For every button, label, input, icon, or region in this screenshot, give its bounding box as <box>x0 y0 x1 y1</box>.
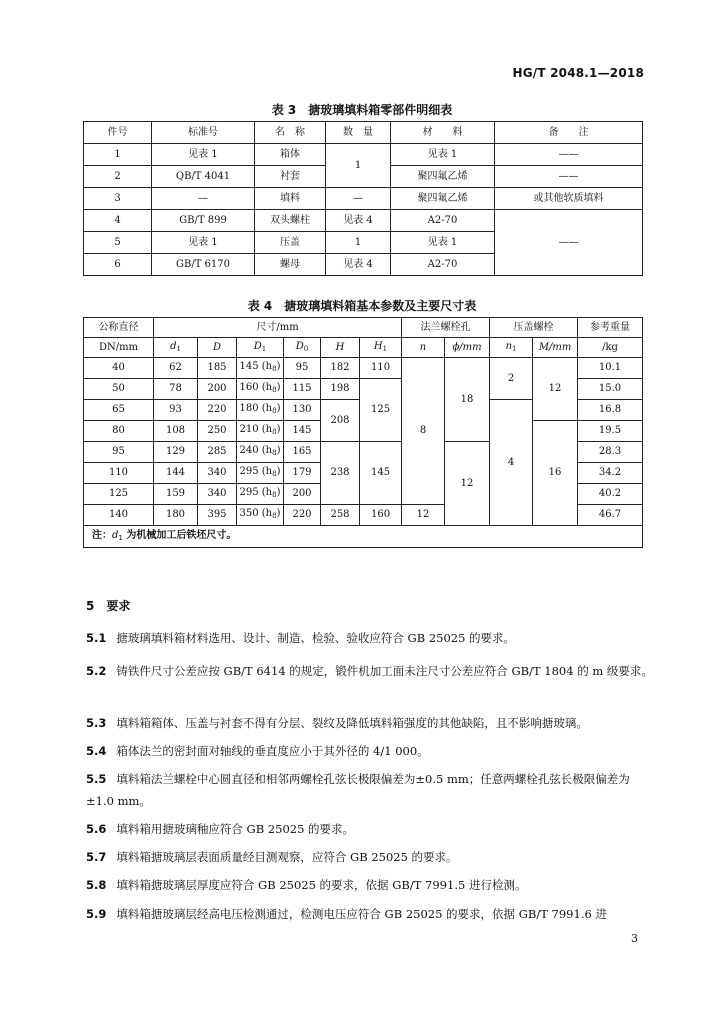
t3-cell: 1 <box>326 144 391 188</box>
tol-sub: 8 <box>272 470 277 478</box>
req-num: 5.9 <box>86 907 107 921</box>
t4-header-flange: 法兰螺栓孔 <box>402 318 490 338</box>
t3-cell: 见表 4 <box>326 210 391 232</box>
t3-cell: 螺母 <box>255 254 326 276</box>
t3-cell: 压盖 <box>255 232 326 254</box>
section-heading <box>86 597 130 614</box>
t4-cell: 238 <box>321 442 360 505</box>
paren: ) <box>276 382 281 393</box>
t3-cell: 见表 1 <box>391 144 495 166</box>
t3-cell: — <box>152 188 255 210</box>
t4-cell: 15.0 <box>578 379 643 400</box>
t3-cell: 1 <box>84 144 152 166</box>
t3-header: 标准号 <box>152 122 255 144</box>
t4-sub-D0 <box>284 338 321 358</box>
t4-cell: 10.1 <box>578 358 643 379</box>
req-num: 5.6 <box>86 822 107 836</box>
t4-cell: 80 <box>84 421 154 442</box>
t4-cell: 159 <box>154 484 198 505</box>
t4-d1-val: 295 (h <box>239 487 273 498</box>
t3-cell: 1 <box>326 232 391 254</box>
t3-cell: 5 <box>84 232 152 254</box>
tol-sub: 8 <box>272 512 277 520</box>
req-text: 填料箱搪玻璃层厚度应符合 GB 25025 的要求，依据 GB/T 7991.5 进行检测。 <box>116 878 527 892</box>
t3-cell: 见表 1 <box>391 232 495 254</box>
table4-caption: 表 4 搪玻璃填料箱基本参数及主要尺寸表 <box>247 299 477 313</box>
t4-header-dn-unit: DN/mm <box>84 338 154 358</box>
req-num: 5.5 <box>86 772 107 786</box>
t4-cell: 200 <box>198 379 237 400</box>
t3-header: 备 注 <box>495 122 643 144</box>
req-5-4 <box>86 740 656 762</box>
section-number: 5 <box>86 599 95 613</box>
t4-cell: 46.7 <box>578 505 643 526</box>
table4 <box>83 317 643 548</box>
t4-d1-val: 350 (h <box>239 508 273 519</box>
t4-sub-D1 <box>237 338 284 358</box>
table3 <box>83 121 643 276</box>
t3-cell: —— <box>495 210 643 276</box>
t4-cell: 165 <box>284 442 321 463</box>
t3-cell: 双头螺柱 <box>255 210 326 232</box>
req-5-3 <box>86 712 656 734</box>
t4-cell: 208 <box>321 400 360 442</box>
t4-cell: 130 <box>284 400 321 421</box>
t4-sub-H <box>321 338 360 358</box>
t4-header-weight-unit: /kg <box>578 338 643 358</box>
t4-cell: 12 <box>445 442 490 526</box>
t3-cell: GB/T 899 <box>152 210 255 232</box>
t4-sub-H1 <box>360 338 402 358</box>
t4-cell: 220 <box>198 400 237 421</box>
t4-cell: 18 <box>445 358 490 442</box>
t3-cell: 箱体 <box>255 144 326 166</box>
t4-cell: 185 <box>198 358 237 379</box>
t4-cell: 12 <box>533 358 578 421</box>
t3-cell: A2-70 <box>391 254 495 276</box>
t3-cell: 6 <box>84 254 152 276</box>
req-5-8 <box>86 874 656 896</box>
note-text: 为机械加工后铁坯尺寸。 <box>122 529 237 541</box>
note-sub: 1 <box>118 533 123 542</box>
t4-d1-val: 180 (h <box>239 403 273 414</box>
t4-cell: 250 <box>198 421 237 442</box>
tol-sub: 8 <box>272 386 277 394</box>
t3-cell: 见表 4 <box>326 254 391 276</box>
t3-cell: 衬套 <box>255 166 326 188</box>
t4-cell: 34.2 <box>578 463 643 484</box>
sym: H <box>373 340 383 352</box>
req-num: 5.7 <box>86 850 107 864</box>
t4-cell: 28.3 <box>578 442 643 463</box>
t4-d1-val: 210 (h <box>239 424 273 435</box>
t4-cell: 65 <box>84 400 154 421</box>
req-text: 填料箱用搪玻璃釉应符合 GB 25025 的要求。 <box>116 822 355 836</box>
paren: ) <box>276 424 281 435</box>
t4-cell <box>237 421 284 442</box>
t3-header: 名 称 <box>255 122 326 144</box>
t4-cell: 145 <box>284 421 321 442</box>
sym: n <box>419 341 427 353</box>
t3-header: 数 量 <box>326 122 391 144</box>
t4-sub-D <box>198 338 237 358</box>
sym-sub: 1 <box>382 344 388 353</box>
section-title: 要求 <box>106 599 131 613</box>
t4-cell: 93 <box>154 400 198 421</box>
req-text: 填料箱箱体、压盖与衬套不得有分层、裂纹及降低填料箱强度的其他缺陷，且不影响搪玻璃。 <box>116 716 588 730</box>
req-5-5 <box>86 768 656 812</box>
req-5-6 <box>86 818 656 840</box>
tol-sub: 8 <box>272 407 277 415</box>
t4-cell: 179 <box>284 463 321 484</box>
t4-cell: 129 <box>154 442 198 463</box>
t4-cell: 110 <box>360 358 402 379</box>
sym: M/mm <box>538 341 572 353</box>
sym-sub: 1 <box>261 344 267 353</box>
note-symbol: d <box>112 529 119 541</box>
t4-sub-n <box>402 338 445 358</box>
t4-cell: 40 <box>84 358 154 379</box>
page-number: 3 <box>631 932 638 945</box>
tol-sub: 8 <box>272 491 277 499</box>
note-prefix: 注： <box>92 529 112 541</box>
req-text: 搪玻璃填料箱材料选用、设计、制造、检验、验收应符合 GB 25025 的要求。 <box>116 631 516 645</box>
t4-cell: 160 <box>360 505 402 526</box>
t4-cell <box>237 379 284 400</box>
t4-cell: 8 <box>402 358 445 505</box>
req-text: 铸铁件尺寸公差应按 GB/T 6414 的规定，锻件机加工面未注尺寸公差应符合 GB/T 1804 的 m 级要求。 <box>116 664 653 678</box>
t4-cell <box>237 505 284 526</box>
t4-cell: 125 <box>360 379 402 442</box>
t4-h-dn: 公称直径 <box>98 321 139 333</box>
tol-sub: 8 <box>272 428 277 436</box>
t3-cell: 2 <box>84 166 152 188</box>
t3-header: 件号 <box>84 122 152 144</box>
t4-sub-d1 <box>154 338 198 358</box>
sym: n <box>505 340 513 352</box>
t4-cell: 340 <box>198 484 237 505</box>
t4-cell: 108 <box>154 421 198 442</box>
req-5-2 <box>86 660 656 682</box>
t4-cell <box>237 400 284 421</box>
t3-cell: 填料 <box>255 188 326 210</box>
t4-cell: 95 <box>84 442 154 463</box>
t4-header-gland: 压盖螺栓 <box>490 318 578 338</box>
t3-cell: —— <box>495 166 643 188</box>
t3-cell: QB/T 4041 <box>152 166 255 188</box>
t4-cell <box>237 463 284 484</box>
t4-cell: 12 <box>402 505 445 526</box>
t4-cell: 95 <box>284 358 321 379</box>
t4-sub-n1 <box>490 338 533 358</box>
t4-sub-M <box>533 338 578 358</box>
req-5-1 <box>86 627 656 649</box>
t4-cell: 40.2 <box>578 484 643 505</box>
sym: D <box>253 340 262 352</box>
t4-cell: 140 <box>84 505 154 526</box>
sym: H <box>335 341 345 353</box>
req-num: 5.1 <box>86 631 107 645</box>
t4-header-size: 尺寸/mm <box>154 318 402 338</box>
req-num: 5.4 <box>86 744 107 758</box>
t3-cell: —— <box>495 144 643 166</box>
t4-cell: 198 <box>321 379 360 400</box>
t4-cell: 78 <box>154 379 198 400</box>
standard-number: HG/T 2048.1—2018 <box>512 66 644 80</box>
tol-sub: 8 <box>272 449 277 457</box>
t4-d1-val: 145 (h <box>239 361 273 372</box>
t4-note <box>84 526 643 548</box>
t4-cell: 115 <box>284 379 321 400</box>
tol-sub: 8 <box>272 365 277 373</box>
t4-cell: 180 <box>154 505 198 526</box>
t4-cell: 220 <box>284 505 321 526</box>
req-text: 填料箱搪玻璃层表面质量经目测观察，应符合 GB 25025 的要求。 <box>116 850 458 864</box>
t3-cell: 4 <box>84 210 152 232</box>
t4-cell: 110 <box>84 463 154 484</box>
t4-cell: 50 <box>84 379 154 400</box>
paren: ) <box>276 487 281 498</box>
paren: ) <box>276 361 281 372</box>
t4-cell: 144 <box>154 463 198 484</box>
t4-cell: 62 <box>154 358 198 379</box>
t4-header-weight: 参考重量 <box>578 318 643 338</box>
req-5-7 <box>86 846 656 868</box>
t3-cell: 3 <box>84 188 152 210</box>
t4-d1-val: 295 (h <box>239 466 273 477</box>
t3-cell: 见表 1 <box>152 232 255 254</box>
t3-cell: 聚四氟乙烯 <box>391 166 495 188</box>
t4-cell <box>237 484 284 505</box>
t3-cell: A2-70 <box>391 210 495 232</box>
paren: ) <box>276 403 281 414</box>
table3-caption: 表 3 搪玻璃填料箱零部件明细表 <box>271 103 453 117</box>
t3-cell: GB/T 6170 <box>152 254 255 276</box>
t4-cell: 4 <box>490 400 533 526</box>
t4-cell: 182 <box>321 358 360 379</box>
t3-cell: — <box>326 188 391 210</box>
t4-cell: 19.5 <box>578 421 643 442</box>
req-num: 5.3 <box>86 716 107 730</box>
t4-d1-val: 160 (h <box>239 382 273 393</box>
t4-cell: 200 <box>284 484 321 505</box>
t4-cell: 125 <box>84 484 154 505</box>
sym: d <box>170 340 177 352</box>
t4-cell <box>237 358 284 379</box>
sym-sub: 1 <box>176 344 181 353</box>
t4-sub-phi <box>445 338 490 358</box>
t4-cell: 16.8 <box>578 400 643 421</box>
t4-cell: 340 <box>198 463 237 484</box>
t3-cell: 聚四氟乙烯 <box>391 188 495 210</box>
req-num: 5.8 <box>86 878 107 892</box>
t3-header: 材 料 <box>391 122 495 144</box>
req-num: 5.2 <box>86 664 107 678</box>
req-text: 箱体法兰的密封面对轴线的垂直度应小于其外径的 4/1 000。 <box>116 744 429 758</box>
t4-cell: 145 <box>360 442 402 505</box>
t4-cell: 285 <box>198 442 237 463</box>
sym: ϕ/mm <box>452 341 482 353</box>
t4-cell: 16 <box>533 421 578 526</box>
t4-header-dn <box>84 318 154 338</box>
t4-cell: 2 <box>490 358 533 400</box>
t4-cell: 258 <box>321 505 360 526</box>
req-text: 填料箱搪玻璃层经高电压检测通过，检测电压应符合 GB 25025 的要求，依据 GB/T 7991.6 进 <box>116 907 607 921</box>
sym-sub: 0 <box>303 344 309 353</box>
paren: ) <box>276 445 281 456</box>
req-text: 填料箱法兰螺栓中心圆直径和相邻两螺栓孔弦长极限偏差为±0.5 mm；任意两螺栓孔弦长极限偏差为±1.0 mm。 <box>86 772 630 808</box>
paren: ) <box>276 466 281 477</box>
t4-cell <box>237 442 284 463</box>
t3-cell: 或其他软质填料 <box>495 188 643 210</box>
sym: D <box>295 340 304 352</box>
req-5-9 <box>86 903 666 925</box>
sym: D <box>212 341 222 353</box>
t3-cell: 见表 1 <box>152 144 255 166</box>
t4-cell: 395 <box>198 505 237 526</box>
t4-d1-val: 240 (h <box>239 445 273 456</box>
paren: ) <box>276 508 281 519</box>
sym-sub: 1 <box>512 344 517 353</box>
